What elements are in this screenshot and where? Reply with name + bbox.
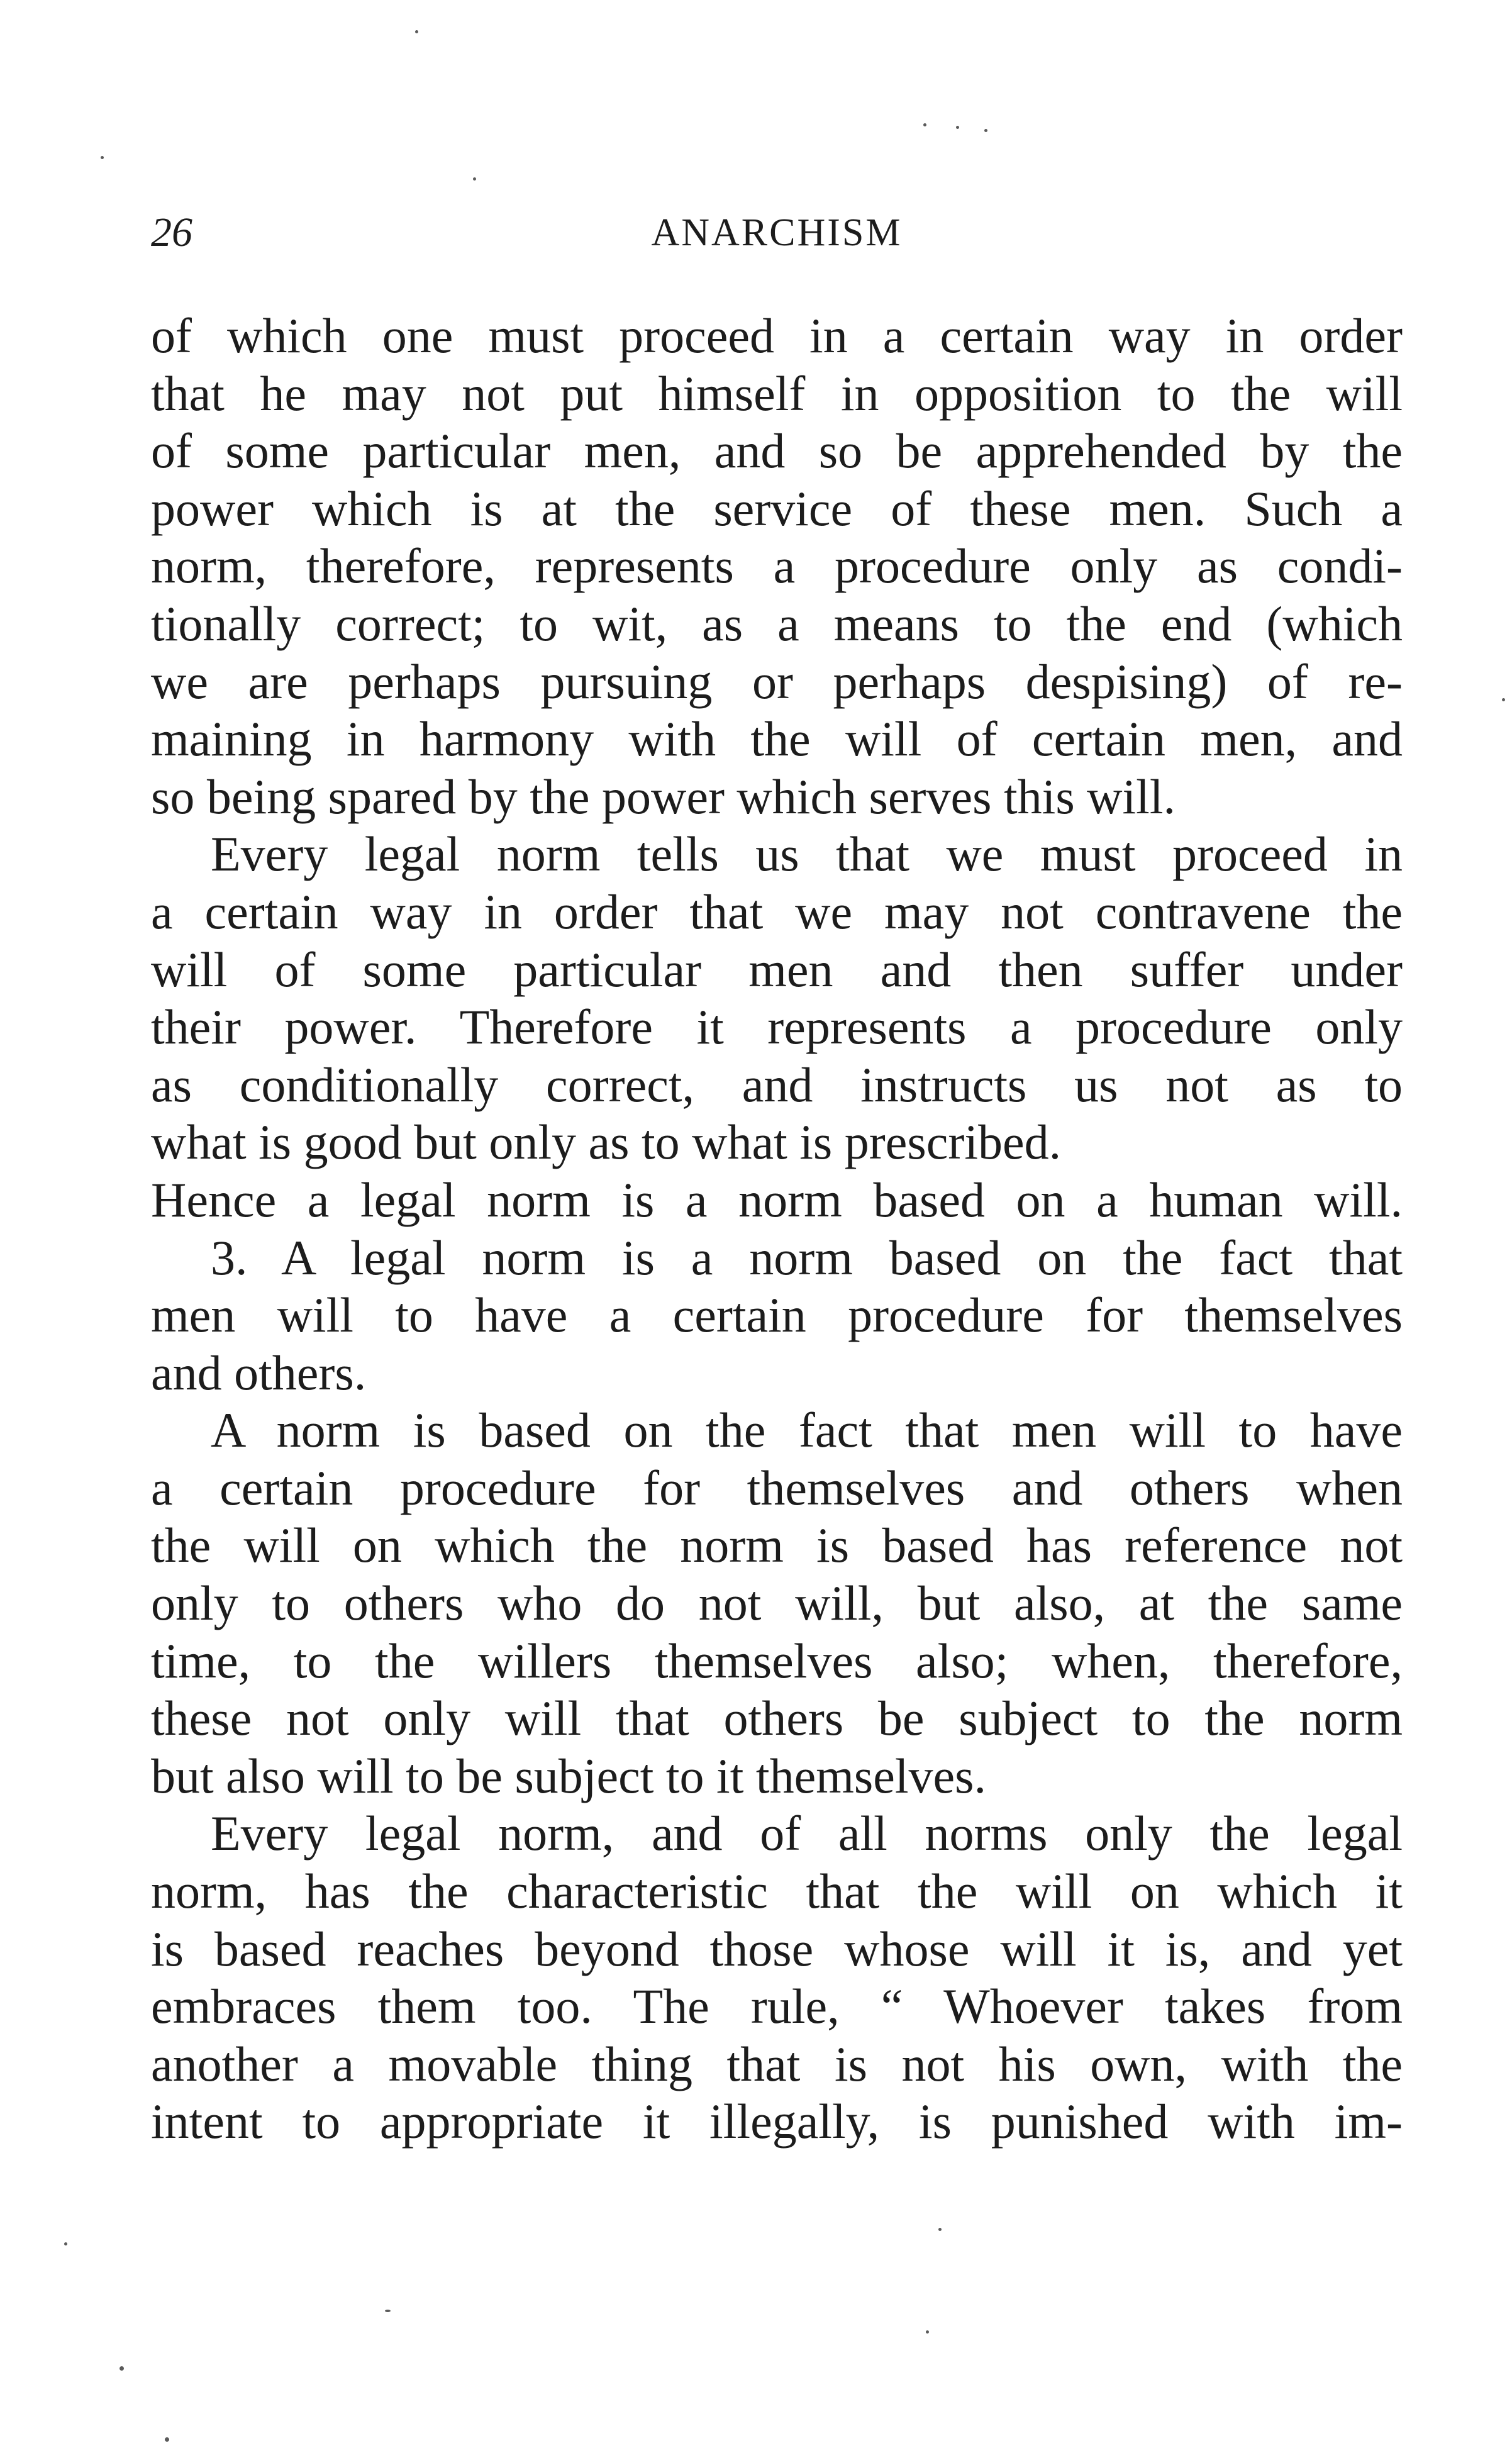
scan-speck [165,2437,169,2442]
scan-speck [938,2228,942,2231]
scan-speck [385,2310,391,2312]
text-line: the will on which the norm is based has reference not [151,1518,1403,1573]
text-line: but also will to be subject to it themselves. [151,1748,986,1803]
text-line: men will to have a certain procedure for themselves [151,1288,1403,1343]
text-line: time, to the willers themselves also; when, therefore, [151,1633,1403,1688]
text-line: we are perhaps pursuing or perhaps despising) of re- [151,654,1403,709]
text-line: what is good but only as to what is prescribed. [151,1115,1062,1170]
scan-speck [923,123,926,126]
scan-speck [120,2366,124,2371]
text-line: so being spared by the power which serves this will. [151,769,1176,824]
text-line: that he may not put himself in opposition to the will [151,365,1403,421]
text-line: norm, therefore, represents a procedure only as condi- [151,538,1403,594]
text-line: tionally correct; to wit, as a means to the end (which [151,596,1403,651]
scan-speck [101,156,104,159]
page-number: 26 [151,209,192,255]
text-line: is based reaches beyond those whose will it is, and yet [151,1921,1403,1976]
text-line: 3. A legal norm is a norm based on the fact that [211,1230,1403,1285]
running-head: ANARCHISM [651,211,903,254]
text-line: power which is at the service of these men. Such a [151,481,1403,536]
scan-speck [64,2242,67,2245]
text-line: Hence a legal norm is a norm based on a human will. [151,1172,1403,1227]
scan-speck [926,2330,929,2334]
text-line: intent to appropriate it illegally, is punished with im- [151,2094,1403,2149]
text-line: another a movable thing that is not his own, with the [151,2036,1403,2091]
text-line: their power. Therefore it represents a procedure only [151,999,1403,1055]
text-line: these not only will that others be subject to the norm [151,1691,1403,1746]
text-line: embraces them too. The rule, “ Whoever takes from [151,1979,1403,2034]
text-line: a certain way in order that we may not contravene the [151,884,1403,939]
scan-speck [956,126,959,129]
text-line: of which one must proceed in a certain way in order [151,308,1403,363]
text-line: of some particular men, and so be apprehended by the [151,423,1403,479]
text-line: as conditionally correct, and instructs us not as to [151,1057,1403,1112]
text-line: Every legal norm tells us that we must proceed in [211,826,1403,882]
body-text [151,307,1403,2150]
text-line: maining in harmony with the will of certain men, and [151,711,1403,767]
scan-speck [984,129,987,132]
scan-speck [1502,698,1505,701]
text-line: A norm is based on the fact that men will to have [211,1403,1403,1458]
text-line: norm, has the characteristic that the will on which it [151,1864,1403,1919]
scan-speck [415,30,418,33]
text-line: a certain procedure for themselves and others when [151,1460,1403,1515]
text-line: will of some particular men and then suffer under [151,942,1403,997]
page-header [151,204,1403,261]
scan-speck [473,177,476,181]
text-line: and others. [151,1345,367,1400]
text-line: Every legal norm, and of all norms only the legal [211,1806,1403,1861]
text-line: only to others who do not will, but also, at the same [151,1576,1403,1631]
